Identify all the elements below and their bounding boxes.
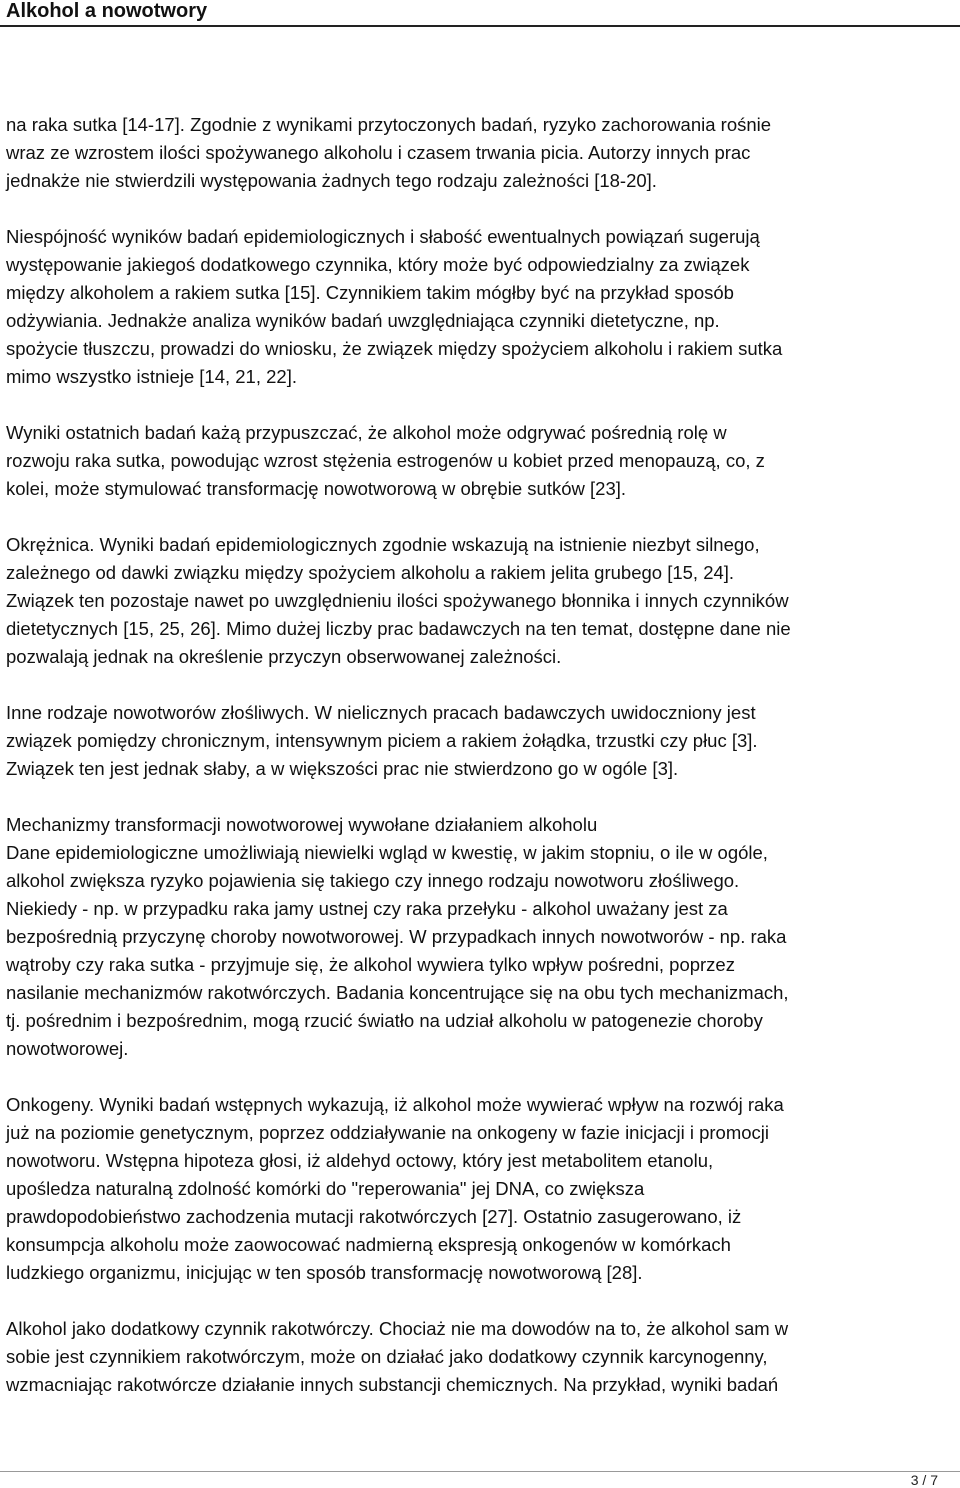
text-line: Onkogeny. Wyniki badań wstępnych wykazują, iż alkohol może wywierać wpływ na rozwój raka [6,1094,784,1115]
text-line: sobie jest czynnikiem rakotwórczym, może on działać jako dodatkowy czynnik karcynogenny, [6,1346,768,1367]
document-title: Alkohol a nowotwory [6,0,208,22]
text-line: wzmacniając rakotwórcze działanie innych substancji chemicznych. Na przykład, wyniki badań [6,1374,779,1395]
text-line: tj. pośrednim i bezpośrednim, mogą rzucić światło na udział alkoholu w patogenezie choroby [6,1010,763,1031]
document-body [6,111,954,1399]
text-line: Niespójność wyników badań epidemiologicznych i słabość ewentualnych powiązań sugerują [6,226,760,247]
text-line: Mechanizmy transformacji nowotworowej wywołane działaniem alkoholu [6,814,598,835]
text-line: wątroby czy raka sutka - przyjmuje się, że alkohol wywiera tylko wpływ pośredni, poprzez [6,954,735,975]
text-line: występowanie jakiegoś dodatkowego czynnika, który może być odpowiedzialny za związek [6,254,750,275]
footer-divider [0,1471,960,1472]
paragraph [6,1315,954,1399]
text-line: Wyniki ostatnich badań każą przypuszczać, że alkohol może odgrywać pośrednią rolę w [6,422,727,443]
paragraph [6,419,954,503]
text-line: Dane epidemiologiczne umożliwiają niewielki wgląd w kwestię, w jakim stopniu, o ile w ogóle, [6,842,768,863]
page-number: 3 / 7 [910,1472,938,1488]
text-line: prawdopodobieństwo zachodzenia mutacji rakotwórczych [27]. Ostatnio zasugerowano, iż [6,1206,742,1227]
paragraph [6,811,954,1063]
paragraph [6,1091,954,1287]
text-line: jednakże nie stwierdzili występowania żadnych tego rodzaju zależności [18-20]. [6,170,657,191]
text-line: konsumpcja alkoholu może zaowocować nadmierną ekspresją onkogenów w komórkach [6,1234,731,1255]
text-line: na raka sutka [14-17]. Zgodnie z wynikami przytoczonych badań, ryzyko zachorowania rośnie [6,114,772,135]
paragraph [6,531,954,671]
text-line: Alkohol jako dodatkowy czynnik rakotwórczy. Chociaż nie ma dowodów na to, że alkohol sam w [6,1318,789,1339]
text-line: Okrężnica. Wyniki badań epidemiologicznych zgodnie wskazują na istnienie niezbyt silnego, [6,534,760,555]
text-line: pozwalają jednak na określenie przyczyn obserwowanej zależności. [6,646,562,667]
text-line: spożycie tłuszczu, prowadzi do wniosku, że związek między spożyciem alkoholu i rakiem sutka [6,338,783,359]
text-line: odżywiania. Jednakże analiza wyników badań uwzględniająca czynniki dietetyczne, np. [6,310,720,331]
paragraph [6,223,954,391]
paragraph [6,699,954,783]
text-line: nasilanie mechanizmów rakotwórczych. Badania koncentrujące się na obu tych mechanizmach, [6,982,789,1003]
text-line: kolei, może stymulować transformację nowotworową w obrębie sutków [23]. [6,478,627,499]
text-line: Niekiedy - np. w przypadku raka jamy ustnej czy raka przełyku - alkohol uważany jest za [6,898,728,919]
page-header [0,0,960,27]
text-line: Związek ten jest jednak słaby, a w większości prac nie stwierdzono go w ogóle [3]. [6,758,679,779]
header-divider [0,25,960,27]
text-line: zależnego od dawki związku między spożyciem alkoholu a rakiem jelita grubego [15, 24]. [6,562,735,583]
text-line: między alkoholem a rakiem sutka [15]. Czynnikiem takim mógłby być na przykład sposób [6,282,734,303]
text-line: upośledza naturalną zdolność komórki do "reperowania" jej DNA, co zwiększa [6,1178,645,1199]
text-line: już na poziomie genetycznym, poprzez oddziaływanie na onkogeny w fazie inicjacji i promocji [6,1122,769,1143]
text-line: ludzkiego organizmu, inicjując w ten sposób transformację nowotworową [28]. [6,1262,643,1283]
text-line: mimo wszystko istnieje [14, 21, 22]. [6,366,297,387]
paragraph [6,111,954,195]
text-line: dietetycznych [15, 25, 26]. Mimo dużej liczby prac badawczych na ten temat, dostępne dane nie [6,618,791,639]
text-line: nowotworowej. [6,1038,129,1059]
text-line: nowotworu. Wstępna hipoteza głosi, iż aldehyd octowy, który jest metabolitem etanolu, [6,1150,714,1171]
text-line: bezpośrednią przyczynę choroby nowotworowej. W przypadkach innych nowotworów - np. raka [6,926,787,947]
text-line: Związek ten pozostaje nawet po uwzględnieniu ilości spożywanego błonnika i innych czynników [6,590,789,611]
text-line: rozwoju raka sutka, powodując wzrost stężenia estrogenów u kobiet przed menopauzą, co, z [6,450,765,471]
text-line: związek pomiędzy chronicznym, intensywnym piciem a rakiem żołądka, trzustki czy płuc [3]. [6,730,758,751]
text-line: wraz ze wzrostem ilości spożywanego alkoholu i czasem trwania picia. Autorzy innych prac [6,142,751,163]
text-line: Inne rodzaje nowotworów złośliwych. W nielicznych pracach badawczych uwidoczniony jest [6,702,756,723]
text-line: alkohol zwiększa ryzyko pojawienia się takiego czy innego rodzaju nowotworu złośliwego. [6,870,740,891]
